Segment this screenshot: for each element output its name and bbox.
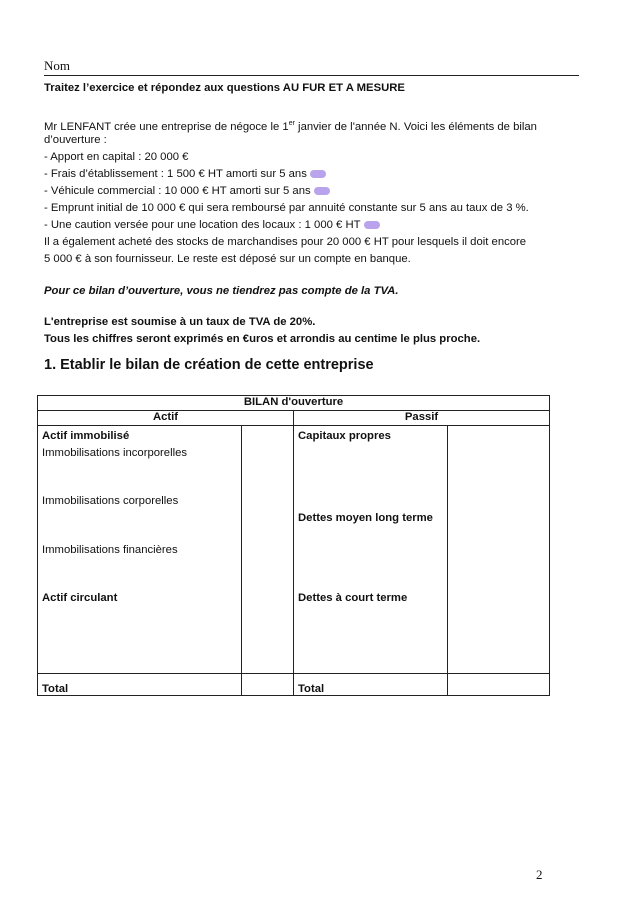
nom-label: Nom (44, 58, 579, 76)
passif-amounts-cell[interactable] (448, 426, 550, 674)
tva-note: Pour ce bilan d’ouverture, vous ne tiendrez pas compte de la TVA. (44, 285, 399, 297)
actif-immobilise-label: Actif immobilisé (42, 430, 130, 442)
item-vehicule: - Véhicule commercial : 10 000 € HT amorti sur 5 ans (44, 183, 330, 200)
immo-corporelles-label: Immobilisations corporelles (42, 495, 179, 507)
bilan-title: BILAN d'ouverture (38, 396, 550, 411)
capitaux-propres-label: Capitaux propres (298, 430, 391, 442)
immo-financieres-label: Immobilisations financières (42, 544, 178, 556)
stock-line-2: 5 000 € à son fournisseur. Le reste est déposé sur un compte en banque. (44, 253, 411, 265)
item-apport: - Apport en capital : 20 000 € (44, 151, 189, 163)
dettes-ct-label: Dettes à court terme (298, 592, 408, 604)
dettes-mlt-label: Dettes moyen long terme (298, 512, 433, 524)
actif-header: Actif (38, 411, 294, 426)
total-actif-label: Total (38, 674, 242, 696)
total-passif-amount[interactable] (448, 674, 550, 696)
tva-rate: L'entreprise est soumise à un taux de TVA de 20%. (44, 316, 316, 328)
immo-incorporelles-label: Immobilisations incorporelles (42, 447, 188, 459)
stock-line-1: Il a également acheté des stocks de marchandises pour 20 000 € HT pour lesquels il doit encore (44, 236, 527, 248)
page-number: 2 (536, 867, 543, 882)
highlight-mark (310, 170, 326, 178)
bilan-table (37, 395, 550, 696)
intro-line-2: d’ouverture : (44, 134, 107, 146)
question-1-heading: 1. Etablir le bilan de création de cette entreprise (44, 357, 374, 373)
instruction: Traitez l’exercice et répondez aux questions AU FUR ET A MESURE (44, 82, 405, 94)
item-emprunt: - Emprunt initial de 10 000 € qui sera remboursé par annuité constante sur 5 ans au taux de 3 %. (44, 202, 529, 214)
item-frais: - Frais d’établissement : 1 500 € HT amorti sur 5 ans (44, 166, 326, 183)
actif-amounts-cell[interactable] (242, 426, 294, 674)
total-actif-amount[interactable] (242, 674, 294, 696)
intro-line-1: Mr LENFANT crée une entreprise de négoce le 1er janvier de l'année N. Voici les éléments de bilan (44, 120, 537, 133)
item-caution: - Une caution versée pour une location des locaux : 1 000 € HT (44, 217, 380, 234)
highlight-mark (314, 187, 330, 195)
highlight-mark (364, 221, 380, 229)
passif-labels-cell (294, 426, 448, 674)
actif-circulant-label: Actif circulant (42, 592, 118, 604)
rounding-note: Tous les chiffres seront exprimés en €uros et arrondis au centime le plus proche. (44, 333, 481, 345)
actif-labels-cell (38, 426, 242, 674)
passif-header: Passif (294, 411, 550, 426)
total-passif-label: Total (294, 674, 448, 696)
